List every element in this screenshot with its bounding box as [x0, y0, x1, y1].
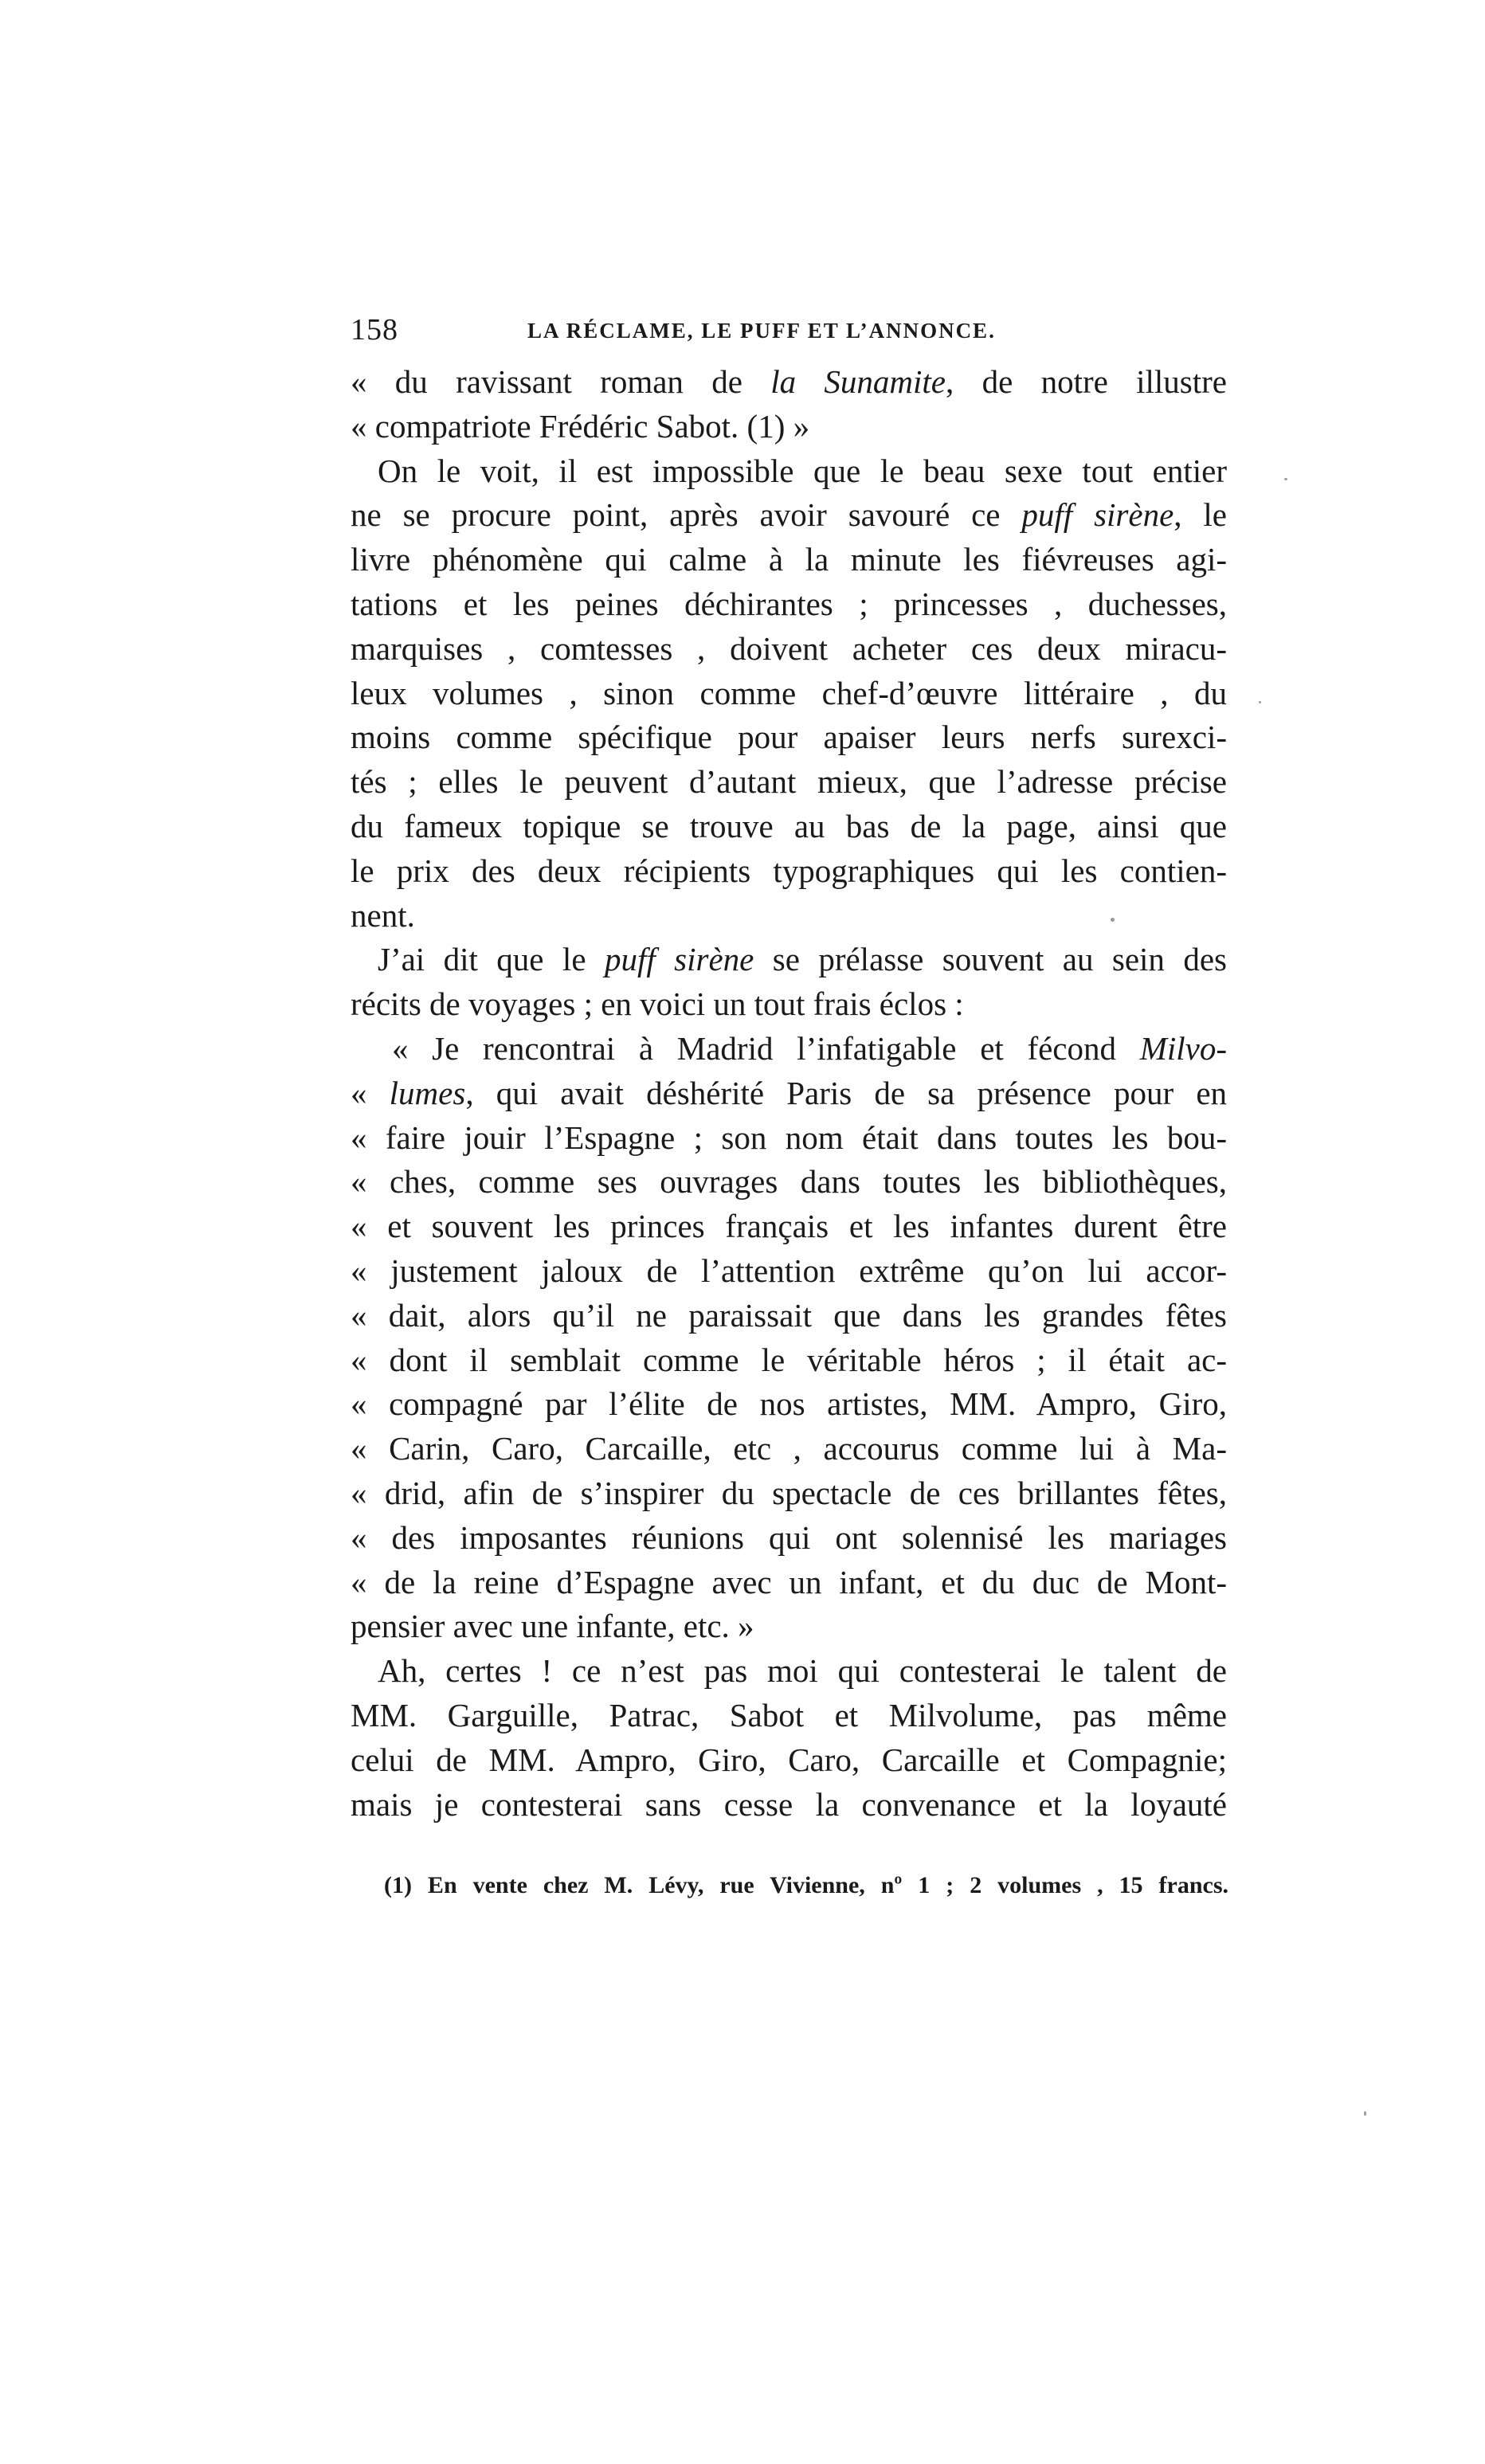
text-line: « compagné par l’élite de nos artistes, MM. Ampro, Giro,	[351, 1385, 1227, 1423]
body-text	[351, 360, 1227, 1827]
text-line: nent.	[351, 896, 415, 934]
text-line: moins comme spécifique pour apaiser leurs nerfs surexci-	[351, 719, 1227, 756]
paper-speck	[1364, 2111, 1366, 2116]
text-line: Ah, certes ! ce n’est pas moi qui contesterai le talent de	[378, 1652, 1227, 1690]
text-line: « Carin, Caro, Carcaille, etc , accourus comme lui à Ma-	[351, 1430, 1227, 1467]
text-line: J’ai dit que le puff sirène se prélasse souvent au sein des	[378, 941, 1227, 978]
text-line: « de la reine d’Espagne avec un infant, et du duc de Mont-	[351, 1563, 1227, 1600]
text-line: « dait, alors qu’il ne paraissait que dans les grandes fêtes	[351, 1296, 1227, 1334]
text-line: MM. Garguille, Patrac, Sabot et Milvolume, pas même	[351, 1696, 1227, 1733]
paper-speck	[1111, 918, 1115, 922]
text-line: leux volumes , sinon comme chef-d’œuvre littéraire , du	[351, 674, 1227, 711]
text-line: livre phénomène qui calme à la minute les fiévreuses agi-	[351, 541, 1227, 578]
page-header	[351, 312, 1227, 352]
text-line: mais je contesterai sans cesse la convenance et la loyauté	[351, 1785, 1227, 1823]
text-line: On le voit, il est impossible que le beau sexe tout entier	[378, 452, 1227, 489]
text-line: du fameux topique se trouve au bas de la page, ainsi que	[351, 807, 1227, 844]
paper-speck	[1284, 478, 1287, 480]
text-line: le prix des deux récipients typographiques qui les contien-	[351, 852, 1227, 889]
text-line: « drid, afin de s’inspirer du spectacle de ces brillantes fêtes,	[351, 1474, 1227, 1511]
text-line: « faire jouir l’Espagne ; son nom était dans toutes les bou-	[351, 1118, 1227, 1156]
text-line: pensier avec une infante, etc. »	[351, 1608, 754, 1645]
text-line: « Je rencontrai à Madrid l’infatigable et fécond Milvo-	[392, 1029, 1227, 1067]
text-line: « compatriote Frédéric Sabot. (1) »	[351, 407, 810, 445]
footnote: (1) En vente chez M. Lévy, rue Vivienne, nº 1 ; 2 volumes , 15 francs.	[384, 1872, 1228, 1898]
text-line: celui de MM. Ampro, Giro, Caro, Carcaille et Compagnie;	[351, 1741, 1227, 1778]
paper-speck	[1259, 701, 1261, 703]
text-line: ne se procure point, après avoir savouré ce puff sirène, le	[351, 496, 1227, 534]
text-line: « des imposantes réunions qui ont solennisé les mariages	[351, 1518, 1227, 1556]
text-line: marquises , comtesses , doivent acheter ces deux miracu-	[351, 629, 1227, 667]
text-line: « lumes, qui avait déshérité Paris de sa présence pour en	[351, 1074, 1228, 1111]
text-line: « justement jaloux de l’attention extrême qu’on lui accor-	[351, 1252, 1227, 1289]
text-line: récits de voyages ; en voici un tout frais éclos :	[351, 985, 964, 1023]
page-number: 158	[351, 313, 398, 347]
text-line: « dont il semblait comme le véritable héros ; il était ac-	[351, 1341, 1227, 1378]
text-line: « ches, comme ses ouvrages dans toutes les bibliothèques,	[351, 1163, 1227, 1201]
running-title: LA RÉCLAME, LE PUFF ET L’ANNONCE.	[527, 319, 996, 343]
text-line: tés ; elles le peuvent d’autant mieux, que l’adresse précise	[351, 763, 1227, 801]
text-line: « et souvent les princes français et les infantes durent être	[351, 1208, 1227, 1245]
text-line: tations et les peines déchirantes ; princesses , duchesses,	[351, 585, 1227, 622]
text-line: « du ravissant roman de la Sunamite, de notre illustre	[351, 363, 1227, 400]
